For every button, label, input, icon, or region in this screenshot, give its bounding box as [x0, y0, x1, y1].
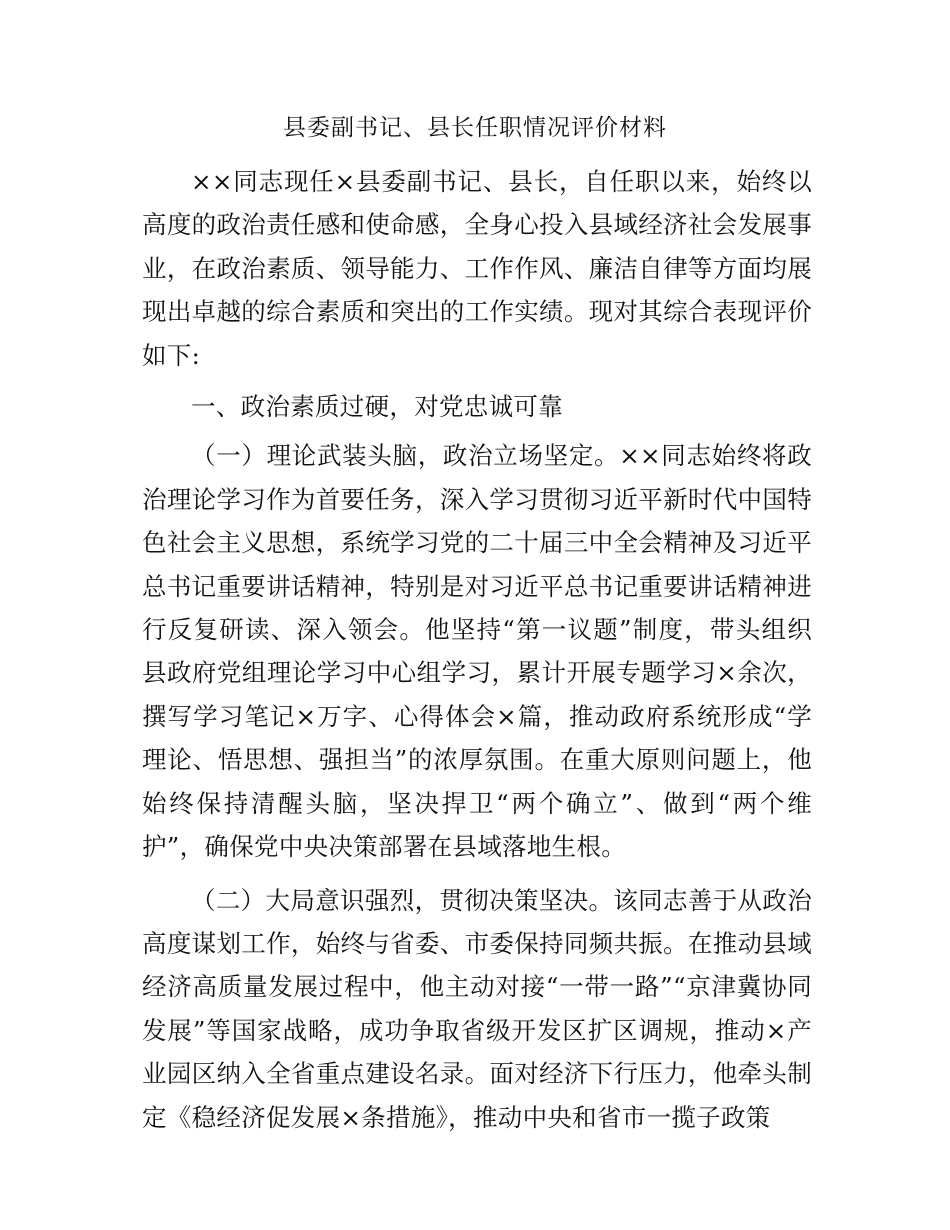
intro-paragraph: ××同志现任×县委副书记、县长，自任职以来，始终以高度的政治责任感和使命感，全身心投入县域经济社会发展事业，在政治素质、领导能力、工作作风、廉洁自律等方面均展现出卓越的综合素质和突出的工作实绩。现对其综合表现评价如下: — [142, 167, 812, 370]
document-title: 县委副书记、县长任职情况评价材料 — [283, 115, 667, 141]
subsection-paragraph-1: （一）理论武装头脑，政治立场坚定。××同志始终将政治理论学习作为首要任务，深入学习贯彻习近平新时代中国特色社会主义思想，系统学习党的二十届三中全会精神及习近平总书记重要讲话精神，特别是对习近平总书记重要讲话精神进行反复研读、深入领会。他坚持“第一议题”制度，带头组织县政府党组理论学习中心组学习，累计开展专题学习×余次，撰写学习笔记×万字、心得体会×篇，推动政府系统形成“学理论、悟思想、强担当”的浓厚氛围。在重大原则问题上，他始终保持清醒头脑，坚决捍卫“两个确立”、做到“两个维护”，确保党中央决策部署在县域落地生根。 — [142, 441, 812, 862]
document-body — [142, 160, 812, 1139]
subsection-paragraph-2: （二）大局意识强烈，贯彻决策坚决。该同志善于从政治高度谋划工作，始终与省委、市委保持同频共振。在推动县域经济高质量发展过程中，他主动对接“一带一路”“京津冀协同发展”等国家战略，成功争取省级开发区扩区调规，推动×产业园区纳入全省重点建设名录。面对经济下行压力，他牵头制定《稳经济促发展×条措施》，推动中央和省市一揽子政策 — [142, 885, 812, 1132]
section-heading-1: 一、政治素质过硬，对党忠诚可靠 — [191, 392, 563, 422]
